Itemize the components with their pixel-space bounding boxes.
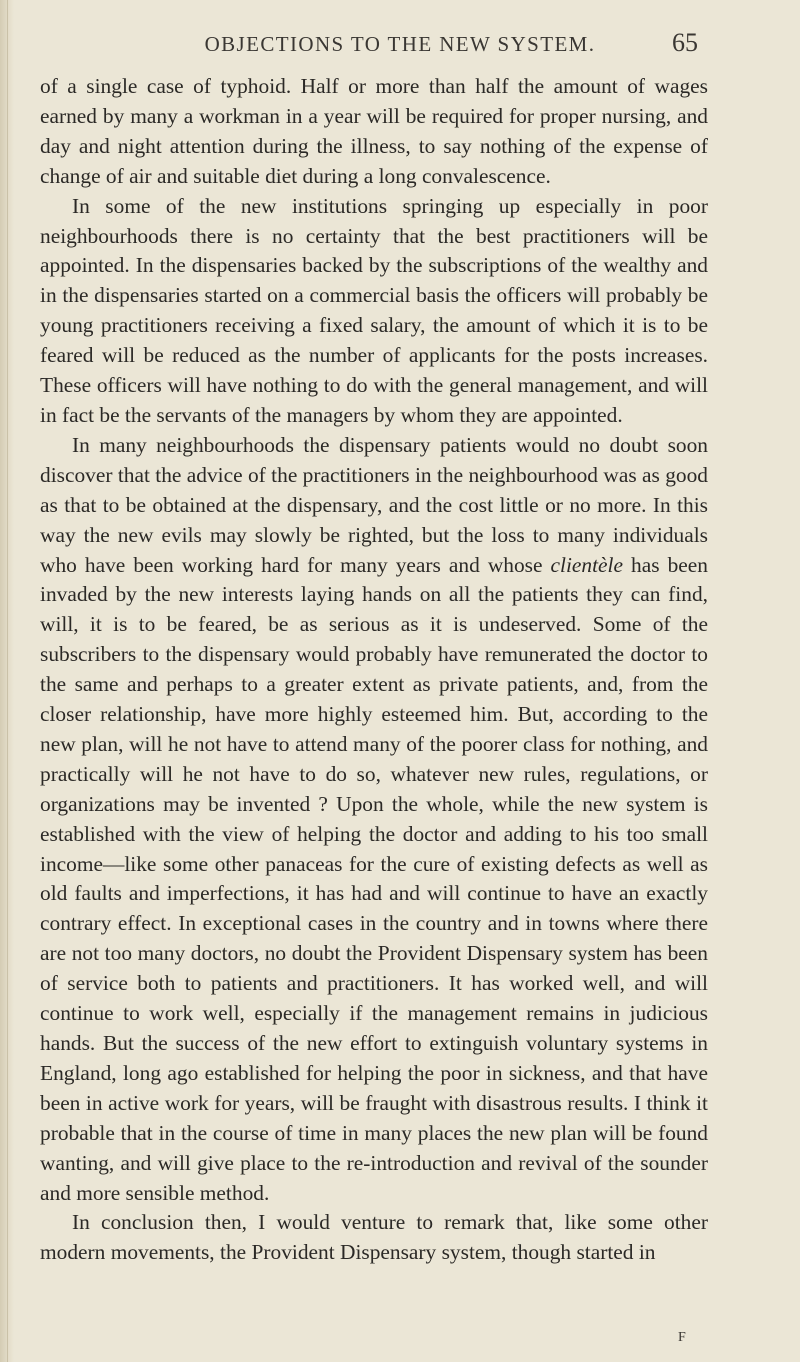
paragraph-3-text-a: In many neighbourhoods the dispensary patients would no doubt soon discover that the advice of the practitioners in the neighbourhood was as good as that to be obtained at the dispensary, and the cost little or no more. In this way the new evils may slowly be righted, but the loss to many individuals who have been working hard for many years and whose [40, 432, 708, 577]
paragraph-3-text-b: has been invaded by the new interests laying hands on all the patients they can find, will, it is to be feared, be as serious as it is undeserved. Some of the subscribers to the dispensary would probably have remunerated the doctor to the same and perhaps to a greater extent as private patients, and, from the closer relationship, have more highly esteemed him. But, according to the new plan, will he not have to attend many of the poorer class for nothing, and practically will he not have to do so, whatever new rules, regulations, or organizations may be invented ? Upon the whole, while the new system is established with the view of helping the doctor and adding to his too small income—like some other panaceas for the cure of existing defects as well as old faults and imperfections, it has had and will continue to have an exactly contrary effect. In exceptional cases in the country and in towns where there are not too many doctors, no doubt the Provident Dispensary system has been of service both to patients and practitioners. It has worked well, and will continue to work well, especially if the management remains in judicious hands. But the success of the new effort to extinguish voluntary systems in England, long ago established for helping the poor in sickness, and that have been in active work for years, will be fraught with disastrous results. I think it probable that in the course of time in many places the new plan will be found wanting, and will give place to the re-introduction and revival of the sounder and more sensible method. [40, 552, 708, 1205]
emphasis-clientele: clientèle [550, 552, 623, 577]
paragraph-1: of a single case of typhoid. Half or more than half the amount of wages earned by many a workman in a year will be required for proper nursing, and day and night attention during the illness, to say nothing of the expense of change of air and suitable diet during a long convalescence. [40, 74, 708, 188]
signature-mark: F [678, 1330, 686, 1345]
page-number: 65 [672, 28, 698, 57]
binding-gutter-line [7, 0, 8, 1362]
running-head: OBJECTIONS TO THE NEW SYSTEM. [204, 32, 596, 56]
paragraph-2: In some of the new institutions springing up especially in poor neighbourhoods there is no certainty that the best practitioners will be appointed. In the dispensaries backed by the subscriptions of the wealthy and in the dispensaries started on a commercial basis the officers will probably be young practitioners receiving a fixed salary, the amount of which it is to be feared will be reduced as the number of applicants for the posts increases. These officers will have nothing to do with the general management, and will in fact be the servants of the managers by whom they are appointed. [40, 193, 708, 427]
page-header [0, 28, 800, 60]
paragraph-3 [40, 431, 708, 1209]
paragraph-4: In conclusion then, I would venture to remark that, like some other modern movements, the Provident Dispensary system, though started in [40, 1210, 708, 1265]
body-text [40, 72, 708, 1268]
